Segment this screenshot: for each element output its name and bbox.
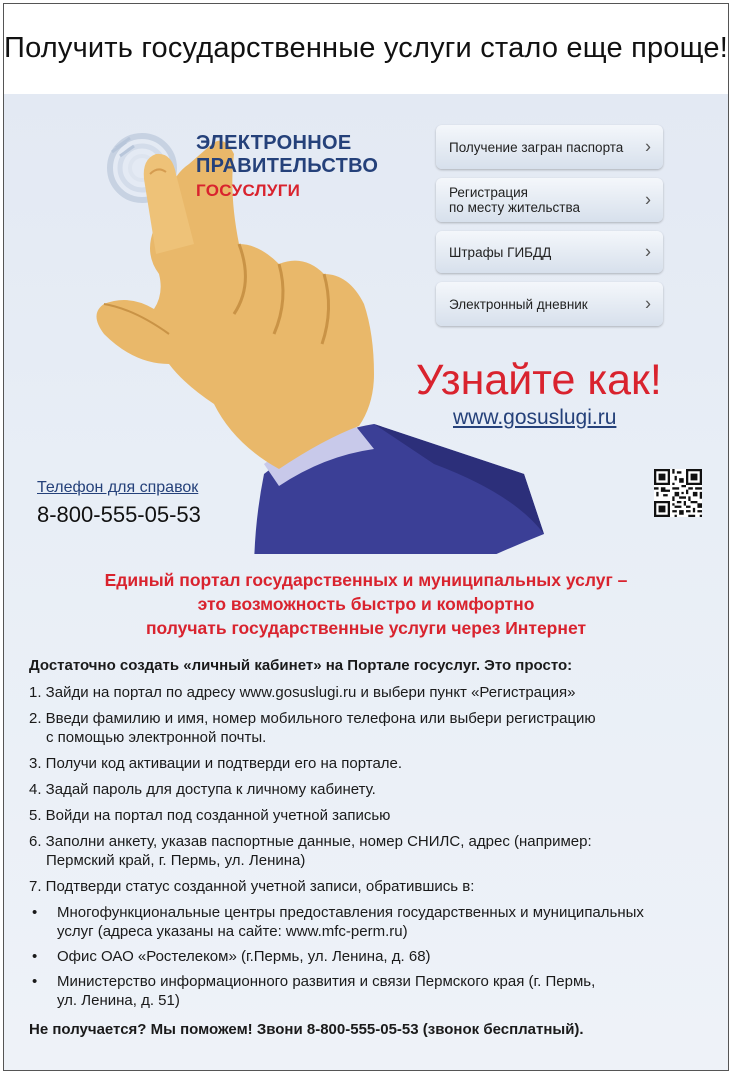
qr-code-icon bbox=[654, 469, 702, 517]
step-item bbox=[29, 806, 719, 825]
step-text: 1. Зайди на портал по адресу www.gosuslugi.ru и выбери пункт «Регистрация» bbox=[29, 684, 576, 701]
bullet-item bbox=[29, 972, 719, 1010]
chevron-right-icon: › bbox=[645, 293, 651, 314]
step-text: 7. Подтверди статус созданной учетной записи, обратившись в: bbox=[29, 878, 475, 895]
service-button-fines[interactable] bbox=[436, 231, 663, 273]
phone-number: 8-800-555-05-53 bbox=[37, 502, 201, 527]
bullet-text-continued: услуг (адреса указаны на сайте: www.mfc-perm.ru) bbox=[57, 923, 408, 940]
gosuslugi-link[interactable]: www.gosuslugi.ru bbox=[453, 406, 617, 429]
services-list bbox=[436, 125, 666, 335]
step-text: 2. Введи фамилию и имя, номер мобильного телефона или выбери регистрацию bbox=[29, 710, 596, 727]
chevron-right-icon: › bbox=[645, 189, 651, 210]
instructions bbox=[29, 656, 719, 1039]
step-item bbox=[29, 754, 719, 773]
logo-line-gosuslugi: ГОСУСЛУГИ bbox=[196, 181, 301, 200]
step-text: 5. Войди на портал под созданной учетной записью bbox=[29, 807, 391, 824]
service-label: Электронный дневник bbox=[449, 296, 588, 312]
bullet-icon: • bbox=[32, 904, 38, 921]
bullet-item bbox=[29, 903, 719, 941]
step-text: 6. Заполни анкету, указав паспортные данные, номер СНИЛС, адрес (например: bbox=[29, 833, 592, 850]
logo-line-government: ПРАВИТЕЛЬСТВО bbox=[196, 155, 379, 177]
step-text-continued: с помощью электронной почты. bbox=[46, 729, 267, 746]
step-text: 4. Задай пароль для доступа к личному кабинету. bbox=[29, 781, 376, 798]
cta-headline: Узнайте как! bbox=[416, 356, 662, 404]
chevron-right-icon: › bbox=[645, 136, 651, 157]
step-item bbox=[29, 780, 719, 799]
bullet-text: Многофункциональные центры предоставления государственных и муниципальных bbox=[57, 904, 644, 921]
bullet-text: Офис ОАО «Ростелеком» (г.Пермь, ул. Ленина, д. 68) bbox=[57, 948, 431, 965]
service-label: Регистрация по месту жительства bbox=[449, 185, 580, 215]
page-title: Получить государственные услуги стало еще проще! bbox=[4, 31, 728, 64]
step-text: 3. Получи код активации и подтверди его на портале. bbox=[29, 755, 403, 772]
service-label: Получение загран паспорта bbox=[449, 139, 624, 155]
bullet-text-continued: ул. Ленина, д. 51) bbox=[57, 992, 180, 1009]
portal-heading bbox=[4, 568, 728, 640]
step-item bbox=[29, 709, 719, 747]
poster bbox=[3, 3, 729, 1071]
gosuslugi-logo-text bbox=[196, 132, 378, 202]
bullet-text: Министерство информационного развития и связи Пермского края (г. Пермь, bbox=[57, 973, 596, 990]
bullet-icon: • bbox=[32, 973, 38, 990]
main-panel bbox=[4, 94, 728, 1070]
portal-heading-line: Единый портал государственных и муниципальных услуг – bbox=[104, 570, 628, 590]
portal-heading-line: это возможность быстро и комфортно bbox=[197, 594, 535, 614]
service-button-diary[interactable] bbox=[436, 282, 663, 326]
service-label: Штрафы ГИБДД bbox=[449, 244, 552, 260]
chevron-right-icon: › bbox=[645, 241, 651, 262]
instructions-intro: Достаточно создать «личный кабинет» на Портале госуслуг. Это просто: bbox=[29, 657, 573, 674]
step-item bbox=[29, 877, 719, 896]
help-footer: Не получается? Мы поможем! Звони 8-800-555-05-53 (звонок бесплатный). bbox=[29, 1021, 584, 1038]
service-button-passport[interactable] bbox=[436, 125, 663, 169]
step-item bbox=[29, 832, 719, 870]
logo-line-electronic: ЭЛЕКТРОННОЕ bbox=[196, 132, 352, 154]
phone-label[interactable]: Телефон для справок bbox=[37, 479, 199, 496]
bullet-icon: • bbox=[32, 948, 38, 965]
bullet-item bbox=[29, 947, 719, 966]
portal-heading-line: получать государственные услуги через Интернет bbox=[145, 618, 587, 638]
header-banner bbox=[4, 4, 728, 92]
step-text-continued: Пермский край, г. Пермь, ул. Ленина) bbox=[46, 852, 306, 869]
step-item bbox=[29, 683, 719, 702]
service-button-registration[interactable] bbox=[436, 178, 663, 222]
